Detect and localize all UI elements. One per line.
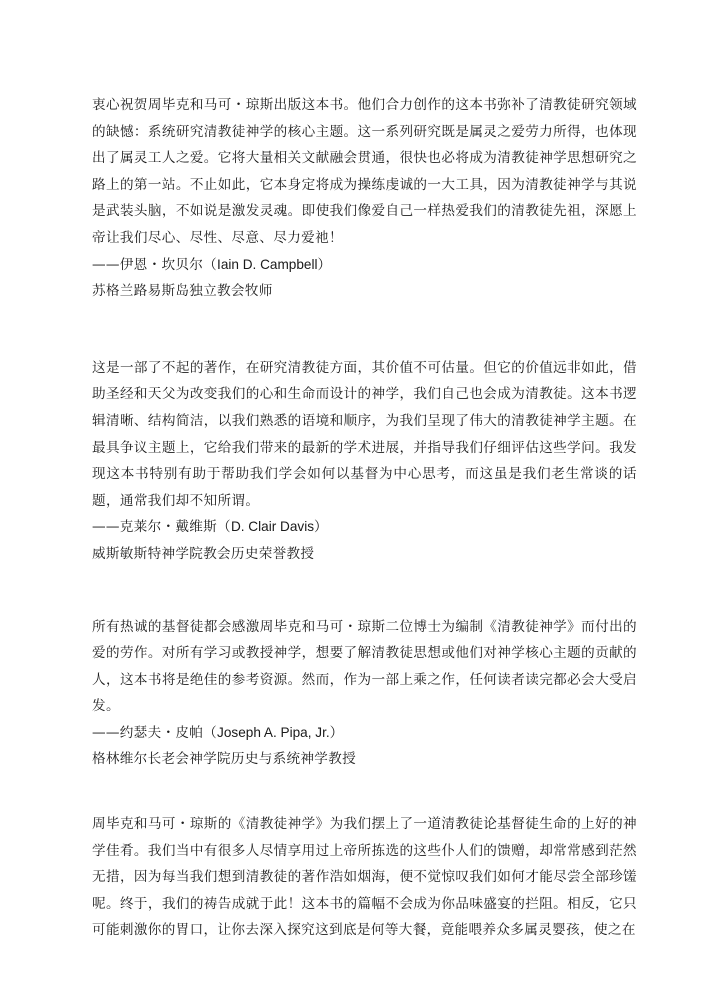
endorsement-campbell — [92, 92, 637, 305]
endorsement-role: 苏格兰路易斯岛独立教会牧师 — [92, 283, 273, 300]
author-name-close: ） — [314, 519, 328, 536]
spacer — [92, 305, 637, 355]
author-name-latin: Iain D. Campbell — [217, 256, 318, 272]
spacer — [92, 568, 637, 614]
author-name-close: ） — [329, 724, 344, 741]
document-page — [92, 92, 637, 944]
endorsement-fourth — [92, 811, 637, 944]
endorsement-author — [92, 720, 637, 747]
spacer — [92, 773, 637, 811]
endorsement-davis — [92, 355, 637, 568]
endorsement-author — [92, 252, 637, 279]
endorsement-text: 周毕克和马可・琼斯的《清教徒神学》为我们摆上了一道清教徒论基督徒生命的上好的神学佳肴。我们当中有很多人尽情享用过上帝所拣选的这些仆人们的馈赠，却常常感到茫然无措，因为每当我们想到清教徒的著作浩如烟海，便不觉惊叹我们如何才能尽尝全部珍馐呢。终于，我们的祷告成就于此！这本书的篇幅不会成为你品味盛宴的拦阻。相反，它只可能刺激你的胃口，让你去深入探究这到底是何等大餐，竟能喂养众多属灵婴孩，使之在 — [92, 816, 637, 939]
endorsement-text: 这是一部了不起的著作，在研究清教徒方面，其价值不可估量。但它的价值远非如此，借助圣经和天父为改变我们的心和生命而设计的神学，我们自己也会成为清教徒。这本书逻辑清晰、结构简洁，以我们熟悉的语境和顺序，为我们呈现了伟大的清教徒神学主题。在最具争议主题上，它给我们带来的最新的学术进展，并指导我们仔细评估这些学问。我发现这本书特别有助于帮助我们学会如何以基督为中心思考，而这虽是我们老生常谈的话题，通常我们却不知所谓。 — [92, 359, 637, 509]
author-name-chinese: ——克莱尔・戴维斯（ — [92, 519, 231, 536]
author-name-chinese: ——约瑟夫・皮帕（ — [92, 724, 218, 741]
endorsement-pipa — [92, 614, 637, 774]
endorsement-author — [92, 514, 637, 541]
endorsement-role: 威斯敏斯特神学院教会历史荣誉教授 — [92, 545, 315, 562]
author-name-close: ） — [317, 256, 332, 273]
endorsement-text: 衷心祝贺周毕克和马可・琼斯出版这本书。他们合力创作的这本书弥补了清教徒研究领域的缺憾：系统研究清教徒神学的核心主题。这一系列研究既是属灵之爱劳力所得，也体现出了属灵工人之爱。它将大量相关文献融会贯通，很快也必将成为清教徒神学思想研究之路上的第一站。不止如此，它本身定将成为操练虔诚的一大工具，因为清教徒神学与其说是武装头脑，不如说是激发灵魂。即使我们像爱自己一样热爱我们的清教徒先祖，深愿上帝让我们尽心、尽性、尽意、尽力爱祂！ — [92, 97, 637, 246]
endorsement-text: 所有热诚的基督徒都会感激周毕克和马可・琼斯二位博士为编制《清教徒神学》而付出的爱的劳作。对所有学习或教授神学，想要了解清教徒思想或他们对神学核心主题的贡献的人，这本书将是绝佳的参考资源。然而，作为一部上乘之作，任何读者读完都必会大受启发。 — [92, 618, 637, 715]
endorsement-role: 格林维尔长老会神学院历史与系统神学教授 — [92, 751, 356, 768]
author-name-chinese: ——伊恩・坎贝尔（ — [92, 256, 218, 273]
author-name-latin: Joseph A. Pipa, Jr. — [217, 724, 330, 740]
author-name-latin: D. Clair Davis — [230, 519, 315, 535]
